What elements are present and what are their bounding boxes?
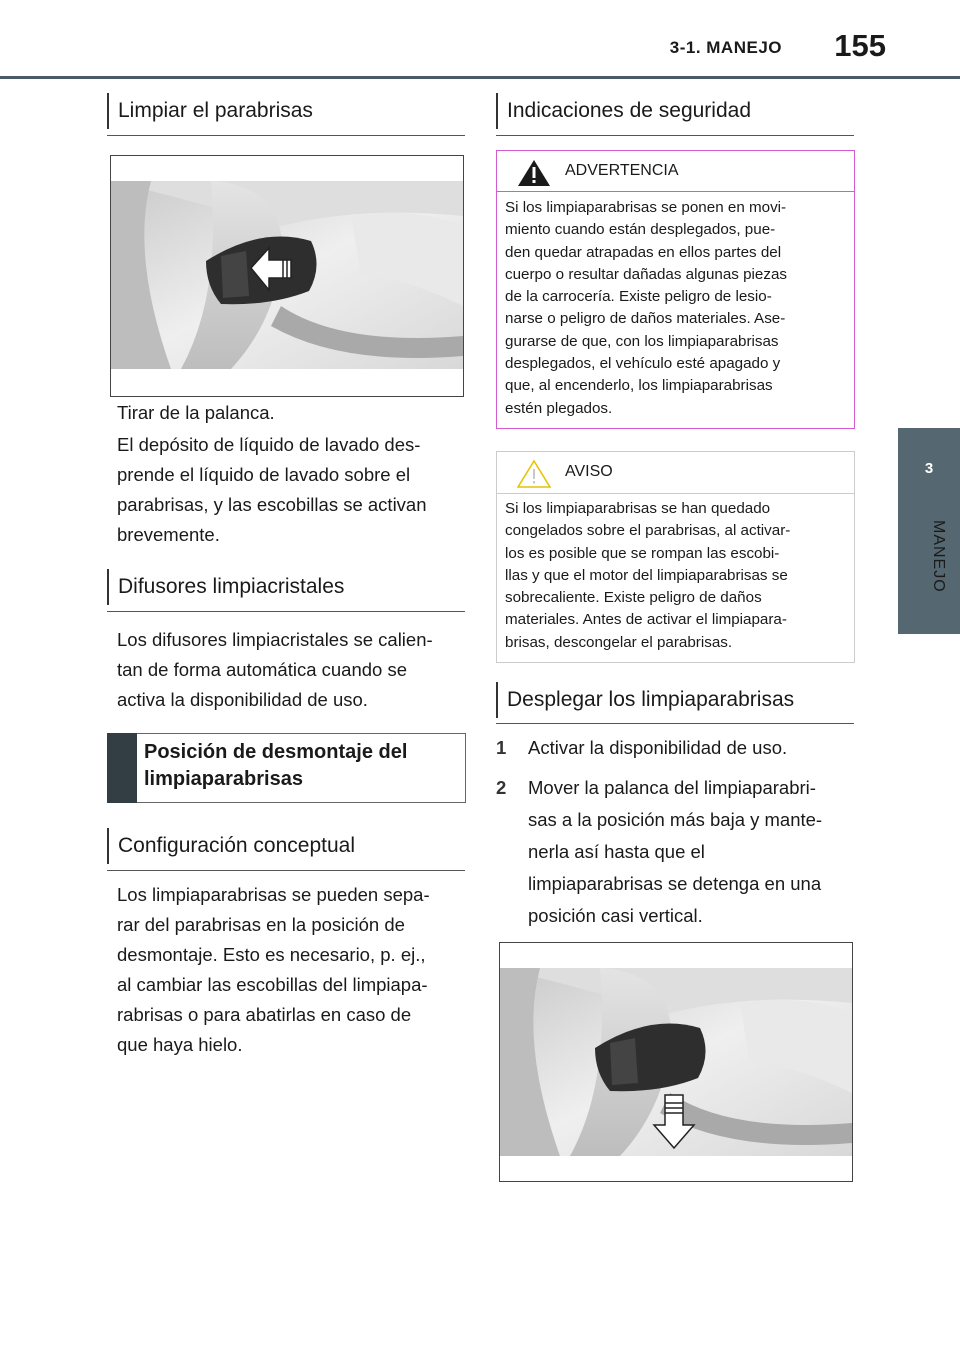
heading-rule: [496, 135, 854, 136]
text-line: miento cuando están desplegados, pue-: [505, 221, 776, 239]
text-line: nerla así hasta que el: [528, 841, 705, 862]
text-line: Activar la disponibilidad de uso.: [528, 737, 788, 758]
step-number: 1: [496, 737, 507, 758]
text-line: congelados sobre el parabrisas, al activar-: [505, 522, 791, 540]
chapter-number: 3: [924, 460, 934, 477]
text-line: Si los limpiaparabrisas se ponen en movi-: [505, 199, 787, 216]
text-line: al cambiar las escobillas del limpiapa-: [117, 974, 428, 995]
text-line: Mover la palanca del limpiaparabri-: [528, 777, 816, 798]
notice-text: [505, 498, 850, 654]
heading-rule: [107, 611, 465, 612]
text-line: que, al encenderlo, los limpiaparabrisas: [505, 377, 773, 395]
text-line: que haya hielo.: [117, 1034, 243, 1055]
chapter-label: MANEJO: [930, 520, 947, 593]
dismount-heading-bar: [107, 733, 137, 803]
text-line: parabrisas, y las escobillas se activan: [117, 494, 427, 515]
header-rule: [0, 76, 960, 79]
text-line: limpiaparabrisas se detenga en una: [528, 873, 822, 894]
heading-deploy-wipers: Desplegar los limpiaparabrisas: [496, 682, 794, 718]
text-line: Los difusores limpiacristales se calien-: [117, 629, 433, 650]
warning-box: [496, 150, 855, 429]
heading-concept: Configuración conceptual: [107, 828, 355, 864]
text-line: materiales. Antes de activar el limpiapara-: [505, 611, 787, 629]
page-number: 155: [834, 28, 886, 63]
warning-triangle-icon: [517, 159, 551, 192]
text-line: narse o peligro de daños materiales. Ase-: [505, 310, 786, 328]
photo-lever-down: [499, 942, 853, 1182]
text-line: El depósito de líquido de lavado des-: [117, 434, 421, 455]
notice-box: [496, 451, 855, 663]
text-line: rar del parabrisas en la posición de: [117, 914, 405, 935]
text-line: brevemente.: [117, 524, 220, 545]
text-line: tan de forma automática cuando se: [117, 659, 408, 680]
warning-title: ADVERTENCIA: [565, 162, 679, 179]
photo-lever-pull: [110, 155, 464, 397]
step-text: [528, 733, 858, 763]
text-line: sobrecaliente. Existe peligro de daños: [505, 589, 762, 607]
text-line: de la carrocería. Existe peligro de lesio-: [505, 288, 772, 306]
notice-title: AVISO: [565, 463, 613, 480]
step-text: [528, 772, 858, 932]
heading-clean-windshield: Limpiar el parabrisas: [107, 93, 313, 129]
heading-line: Posición de desmontaje del: [144, 741, 408, 763]
heading-dismount-position: [144, 739, 459, 793]
text-line: prende el líquido de lavado sobre el: [117, 464, 411, 485]
heading-diffusers: Difusores limpiacristales: [107, 569, 344, 605]
clean-description: [117, 430, 462, 550]
step-number: 2: [496, 777, 507, 798]
notice-header: [497, 452, 854, 494]
warning-header: [497, 151, 854, 192]
text-line: estén plegados.: [505, 399, 613, 417]
diffusers-description: [117, 625, 462, 715]
text-line: desmontaje. Esto es necesario, p. ej.,: [117, 944, 426, 965]
concept-description: [117, 880, 462, 1060]
heading-rule: [107, 870, 465, 871]
text-line: brisas, descongelar el parabrisas.: [505, 633, 733, 651]
text-line: sas a la posición más baja y mante-: [528, 809, 823, 830]
clean-instruction: Tirar de la palanca.: [117, 402, 275, 423]
text-line: llas y que el motor del limpiaparabrisas se: [505, 566, 788, 584]
text-line: gurarse de que, con los limpiaparabrisas: [505, 332, 779, 350]
text-line: desplegados, el vehículo esté apagado y: [505, 355, 781, 373]
heading-safety: Indicaciones de seguridad: [496, 93, 751, 129]
warning-text: [505, 197, 850, 420]
text-line: Si los limpiaparabrisas se han quedado: [505, 500, 771, 517]
text-line: activa la disponibilidad de uso.: [117, 689, 368, 710]
heading-rule: [496, 723, 854, 724]
warning-triangle-outline-icon: [517, 459, 551, 494]
text-line: cuerpo o resultar dañadas algunas piezas: [505, 265, 787, 283]
text-line: posición casi vertical.: [528, 905, 703, 926]
header-section-title: 3-1. MANEJO: [669, 38, 782, 57]
text-line: rabrisas o para abatirlas en caso de: [117, 1004, 412, 1025]
text-line: los es posible que se rompan las escobi-: [505, 544, 780, 562]
text-line: Los limpiaparabrisas se pueden sepa-: [117, 884, 430, 905]
text-line: den quedar atrapadas en ellos partes del: [505, 243, 782, 261]
heading-line: limpiaparabrisas: [144, 768, 303, 790]
heading-rule: [107, 135, 465, 136]
